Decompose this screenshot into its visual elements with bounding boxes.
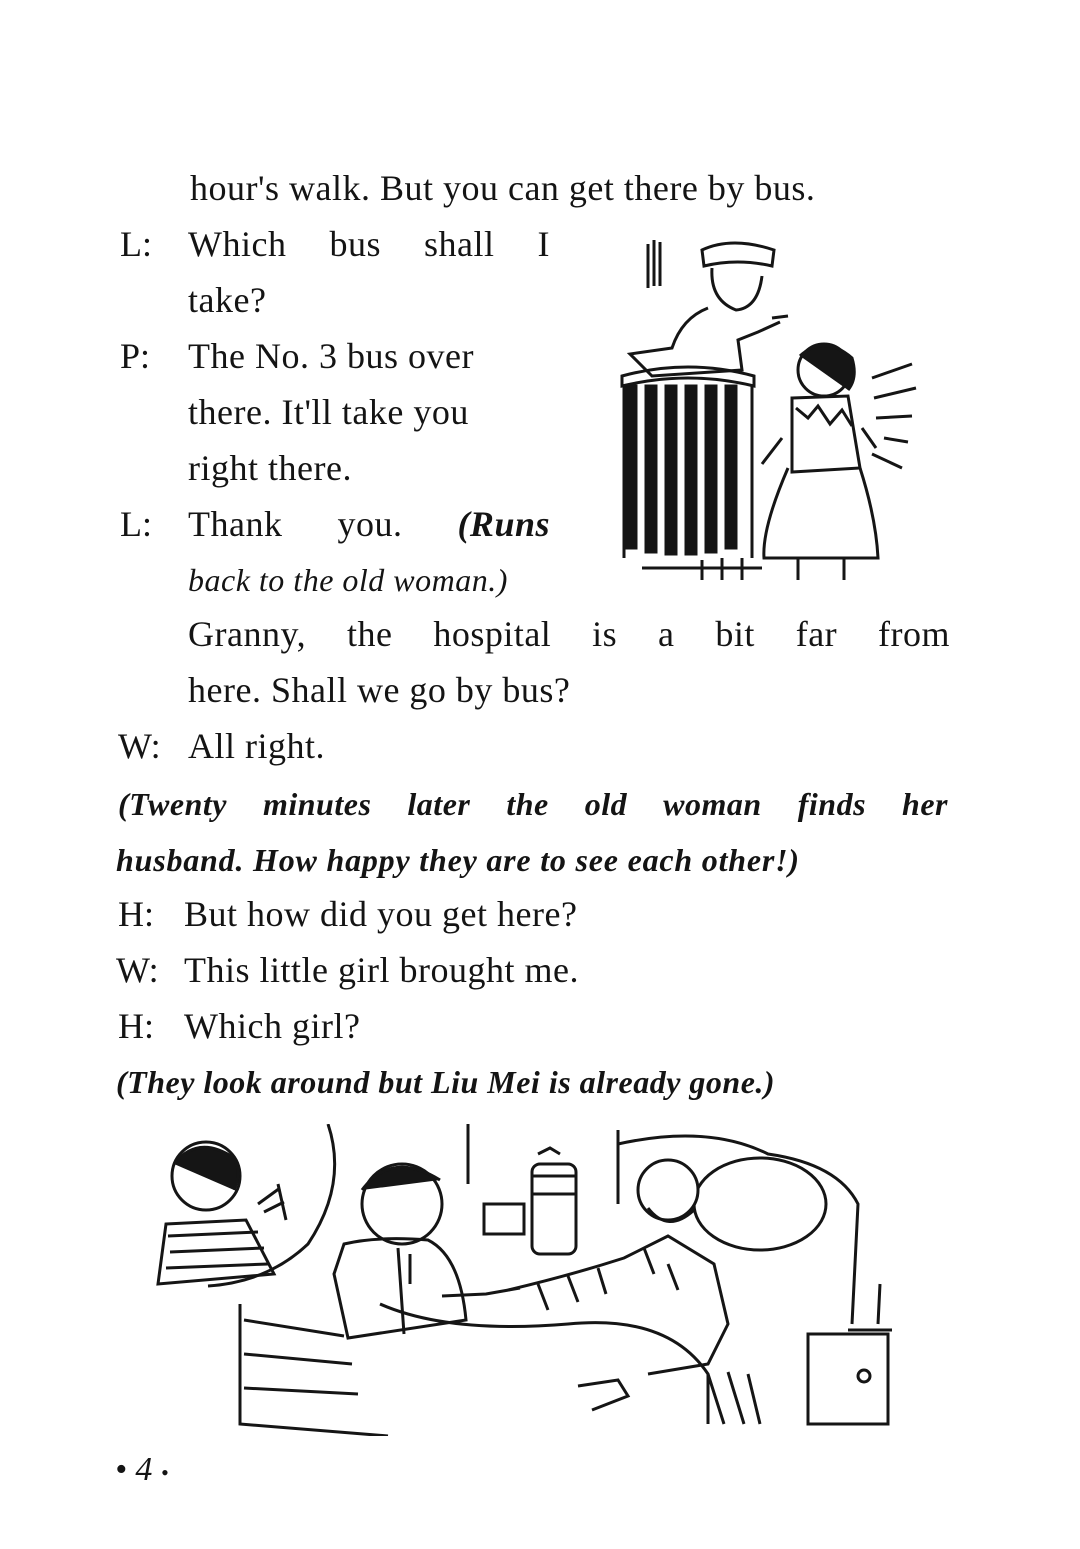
- word: the: [346, 614, 393, 654]
- stage-direction-line: back to the old woman.): [188, 562, 508, 598]
- word: hospital: [433, 614, 552, 654]
- word: you.: [337, 504, 403, 544]
- text-line-7: [188, 502, 550, 546]
- word: bus: [329, 224, 381, 264]
- illustration-policeman-and-girl: [612, 228, 922, 584]
- word: a: [658, 614, 675, 654]
- word: the: [506, 786, 549, 822]
- text-line-3: take?: [188, 280, 267, 320]
- text-line-6: right there.: [188, 448, 352, 488]
- word: bit: [715, 614, 755, 654]
- text-line-5: there. It'll take you: [188, 392, 469, 432]
- speaker-label: L:: [120, 504, 152, 544]
- speaker-label: P:: [120, 336, 151, 376]
- illustration-hospital-scene: [148, 1124, 900, 1436]
- page-number-bullet: •: [160, 1460, 169, 1485]
- text-line-10: here. Shall we go by bus?: [188, 670, 571, 710]
- text-line-11: All right.: [188, 726, 325, 766]
- word: Granny,: [188, 614, 307, 654]
- word: Thank: [188, 504, 283, 544]
- text-line-16: Which girl?: [184, 1006, 361, 1046]
- text-line-14: But how did you get here?: [184, 894, 578, 934]
- word: from: [878, 614, 950, 654]
- word: far: [795, 614, 838, 654]
- word: shall: [423, 224, 495, 264]
- text-line-15: This little girl brought me.: [184, 950, 579, 990]
- word: (Twenty: [118, 786, 227, 822]
- speaker-label: H:: [118, 1006, 154, 1046]
- word: minutes: [262, 786, 372, 822]
- word: is: [592, 614, 618, 654]
- word: her: [902, 786, 948, 822]
- word: finds: [797, 786, 867, 822]
- word: Which: [188, 224, 287, 264]
- speaker-label: W:: [118, 726, 161, 766]
- text-line-1: hour's walk. But you can get there by bus.: [190, 168, 816, 208]
- word: I: [537, 224, 550, 264]
- word: later: [407, 786, 471, 822]
- stage-direction-line: husband. How happy they are to see each other!): [116, 842, 800, 878]
- page-number: [115, 1448, 169, 1495]
- page-number-bullet: •: [115, 1451, 127, 1488]
- text-line-2: [188, 222, 550, 266]
- word: woman: [663, 786, 762, 822]
- text-line-9: [188, 612, 950, 656]
- stage-direction-line: (They look around but Liu Mei is already gone.): [116, 1064, 776, 1100]
- speaker-label: H:: [118, 894, 154, 934]
- stage-direction-line: [118, 782, 948, 826]
- page-number-value: 4: [135, 1451, 153, 1488]
- speaker-label: L:: [120, 224, 152, 264]
- text-line-4: The No. 3 bus over: [188, 336, 474, 376]
- word: old: [584, 786, 628, 822]
- stage-direction: (Runs: [457, 504, 550, 544]
- speaker-label: W:: [116, 950, 159, 990]
